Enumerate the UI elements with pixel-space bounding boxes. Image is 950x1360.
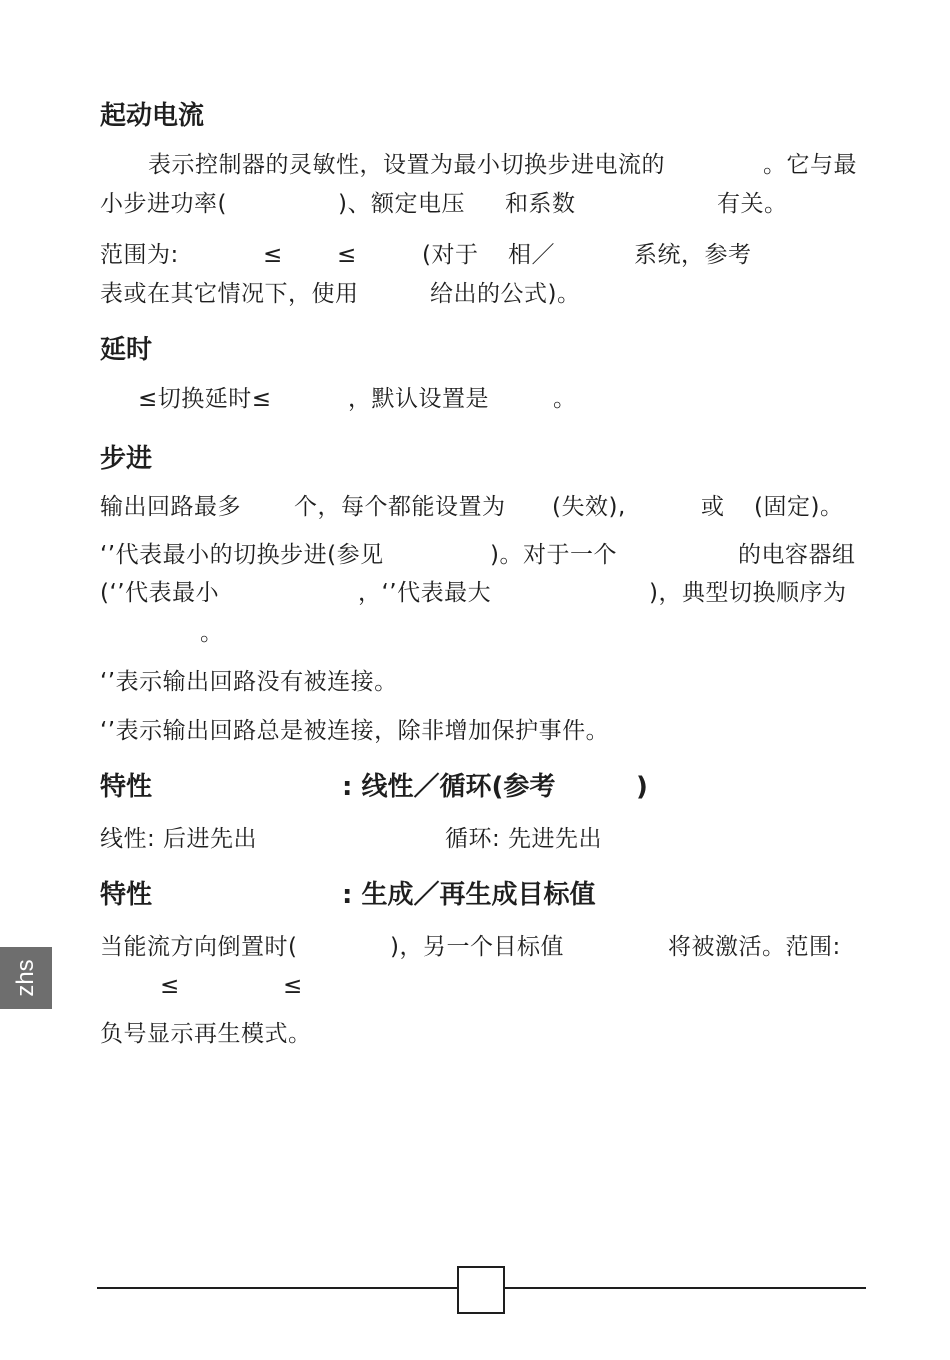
step-p1-d: 或 <box>701 494 725 520</box>
step-p4: ‘’表示输出回路总是被连接，除非增加保护事件。 <box>100 718 610 744</box>
footer-rule-left <box>97 1287 457 1289</box>
heading-startup-current: 起动电流 <box>100 101 205 131</box>
delay-line-c: 。 <box>553 386 577 412</box>
startup-range-line2-a: 表或在其它情况下，使用 <box>100 281 359 307</box>
step-p2-line2-b: ，‘’代表最大 <box>358 580 492 606</box>
characteristic-linear: 线性: 后进先出 <box>100 826 258 852</box>
step-p1-b: 个，每个都能设置为 <box>294 494 506 520</box>
heading-characteristic-2: 特性 <box>100 880 153 910</box>
heading-characteristic-1-close: ) <box>636 772 648 802</box>
startup-p1-line1-end: 。它与最 <box>763 152 857 178</box>
startup-p1-line2-c: 和系数 <box>505 191 576 217</box>
startup-p1-line2-d: 有关。 <box>717 191 788 217</box>
regen-range-leq-2: ≤ <box>283 973 303 999</box>
regen-p1-line1-b: )，另一个目标值 <box>390 934 564 960</box>
characteristic-circular: 循环: 先进先出 <box>445 826 603 852</box>
delay-line-b: ，默认设置是 <box>348 386 489 412</box>
step-p1-c: (失效), <box>552 494 626 520</box>
language-tab-label: zhs <box>12 959 39 997</box>
step-p2-line2-c: )，典型切换顺序为 <box>649 580 847 606</box>
startup-range-for: (对于 <box>422 242 479 268</box>
heading-characteristic-2-detail: : 生成／再生成目标值 <box>342 880 596 910</box>
step-p2-line1-a: ‘’代表最小的切换步进(参见 <box>100 542 384 568</box>
startup-range-label: 范围为: <box>100 242 179 268</box>
startup-p1-line1: 表示控制器的灵敏性，设置为最小切换步进电流的 <box>148 152 665 178</box>
step-p3: ‘’表示输出回路没有被连接。 <box>100 669 398 695</box>
heading-characteristic-1-detail: : 线性／循环(参考 <box>342 772 556 802</box>
step-p2-line2-a: (‘’代表最小 <box>100 580 220 606</box>
step-p2-line1-b: )。对于一个 <box>490 542 617 568</box>
footer-rule-right <box>505 1287 866 1289</box>
step-p2-line1-c: 的电容器组 <box>738 542 856 568</box>
startup-range-line2-b: 给出的公式)。 <box>430 281 581 307</box>
startup-range-leq-1: ≤ <box>263 242 283 268</box>
regen-p1-line1-c: 将被激活。范围: <box>668 934 841 960</box>
startup-p1-line2-a: 小步进功率( <box>100 191 227 217</box>
page-number-box <box>457 1266 505 1314</box>
startup-range-leq-2: ≤ <box>337 242 357 268</box>
language-tab <box>0 947 52 1009</box>
step-p2-line3: 。 <box>200 620 224 646</box>
regen-p2: 负号显示再生模式。 <box>100 1021 312 1047</box>
startup-range-system: 系统，参考 <box>634 242 752 268</box>
delay-line-a: ≤切换延时≤ <box>138 386 272 412</box>
regen-p1-line1-a: 当能流方向倒置时( <box>100 934 298 960</box>
step-p1-a: 输出回路最多 <box>100 494 241 520</box>
heading-characteristic-1: 特性 <box>100 772 153 802</box>
heading-delay: 延时 <box>100 335 153 365</box>
startup-range-phase: 相／ <box>508 242 555 268</box>
startup-p1-line2-b: )、额定电压 <box>338 191 465 217</box>
step-p1-e: (固定)。 <box>754 494 844 520</box>
heading-step: 步进 <box>100 444 153 474</box>
regen-range-leq-1: ≤ <box>160 973 180 999</box>
